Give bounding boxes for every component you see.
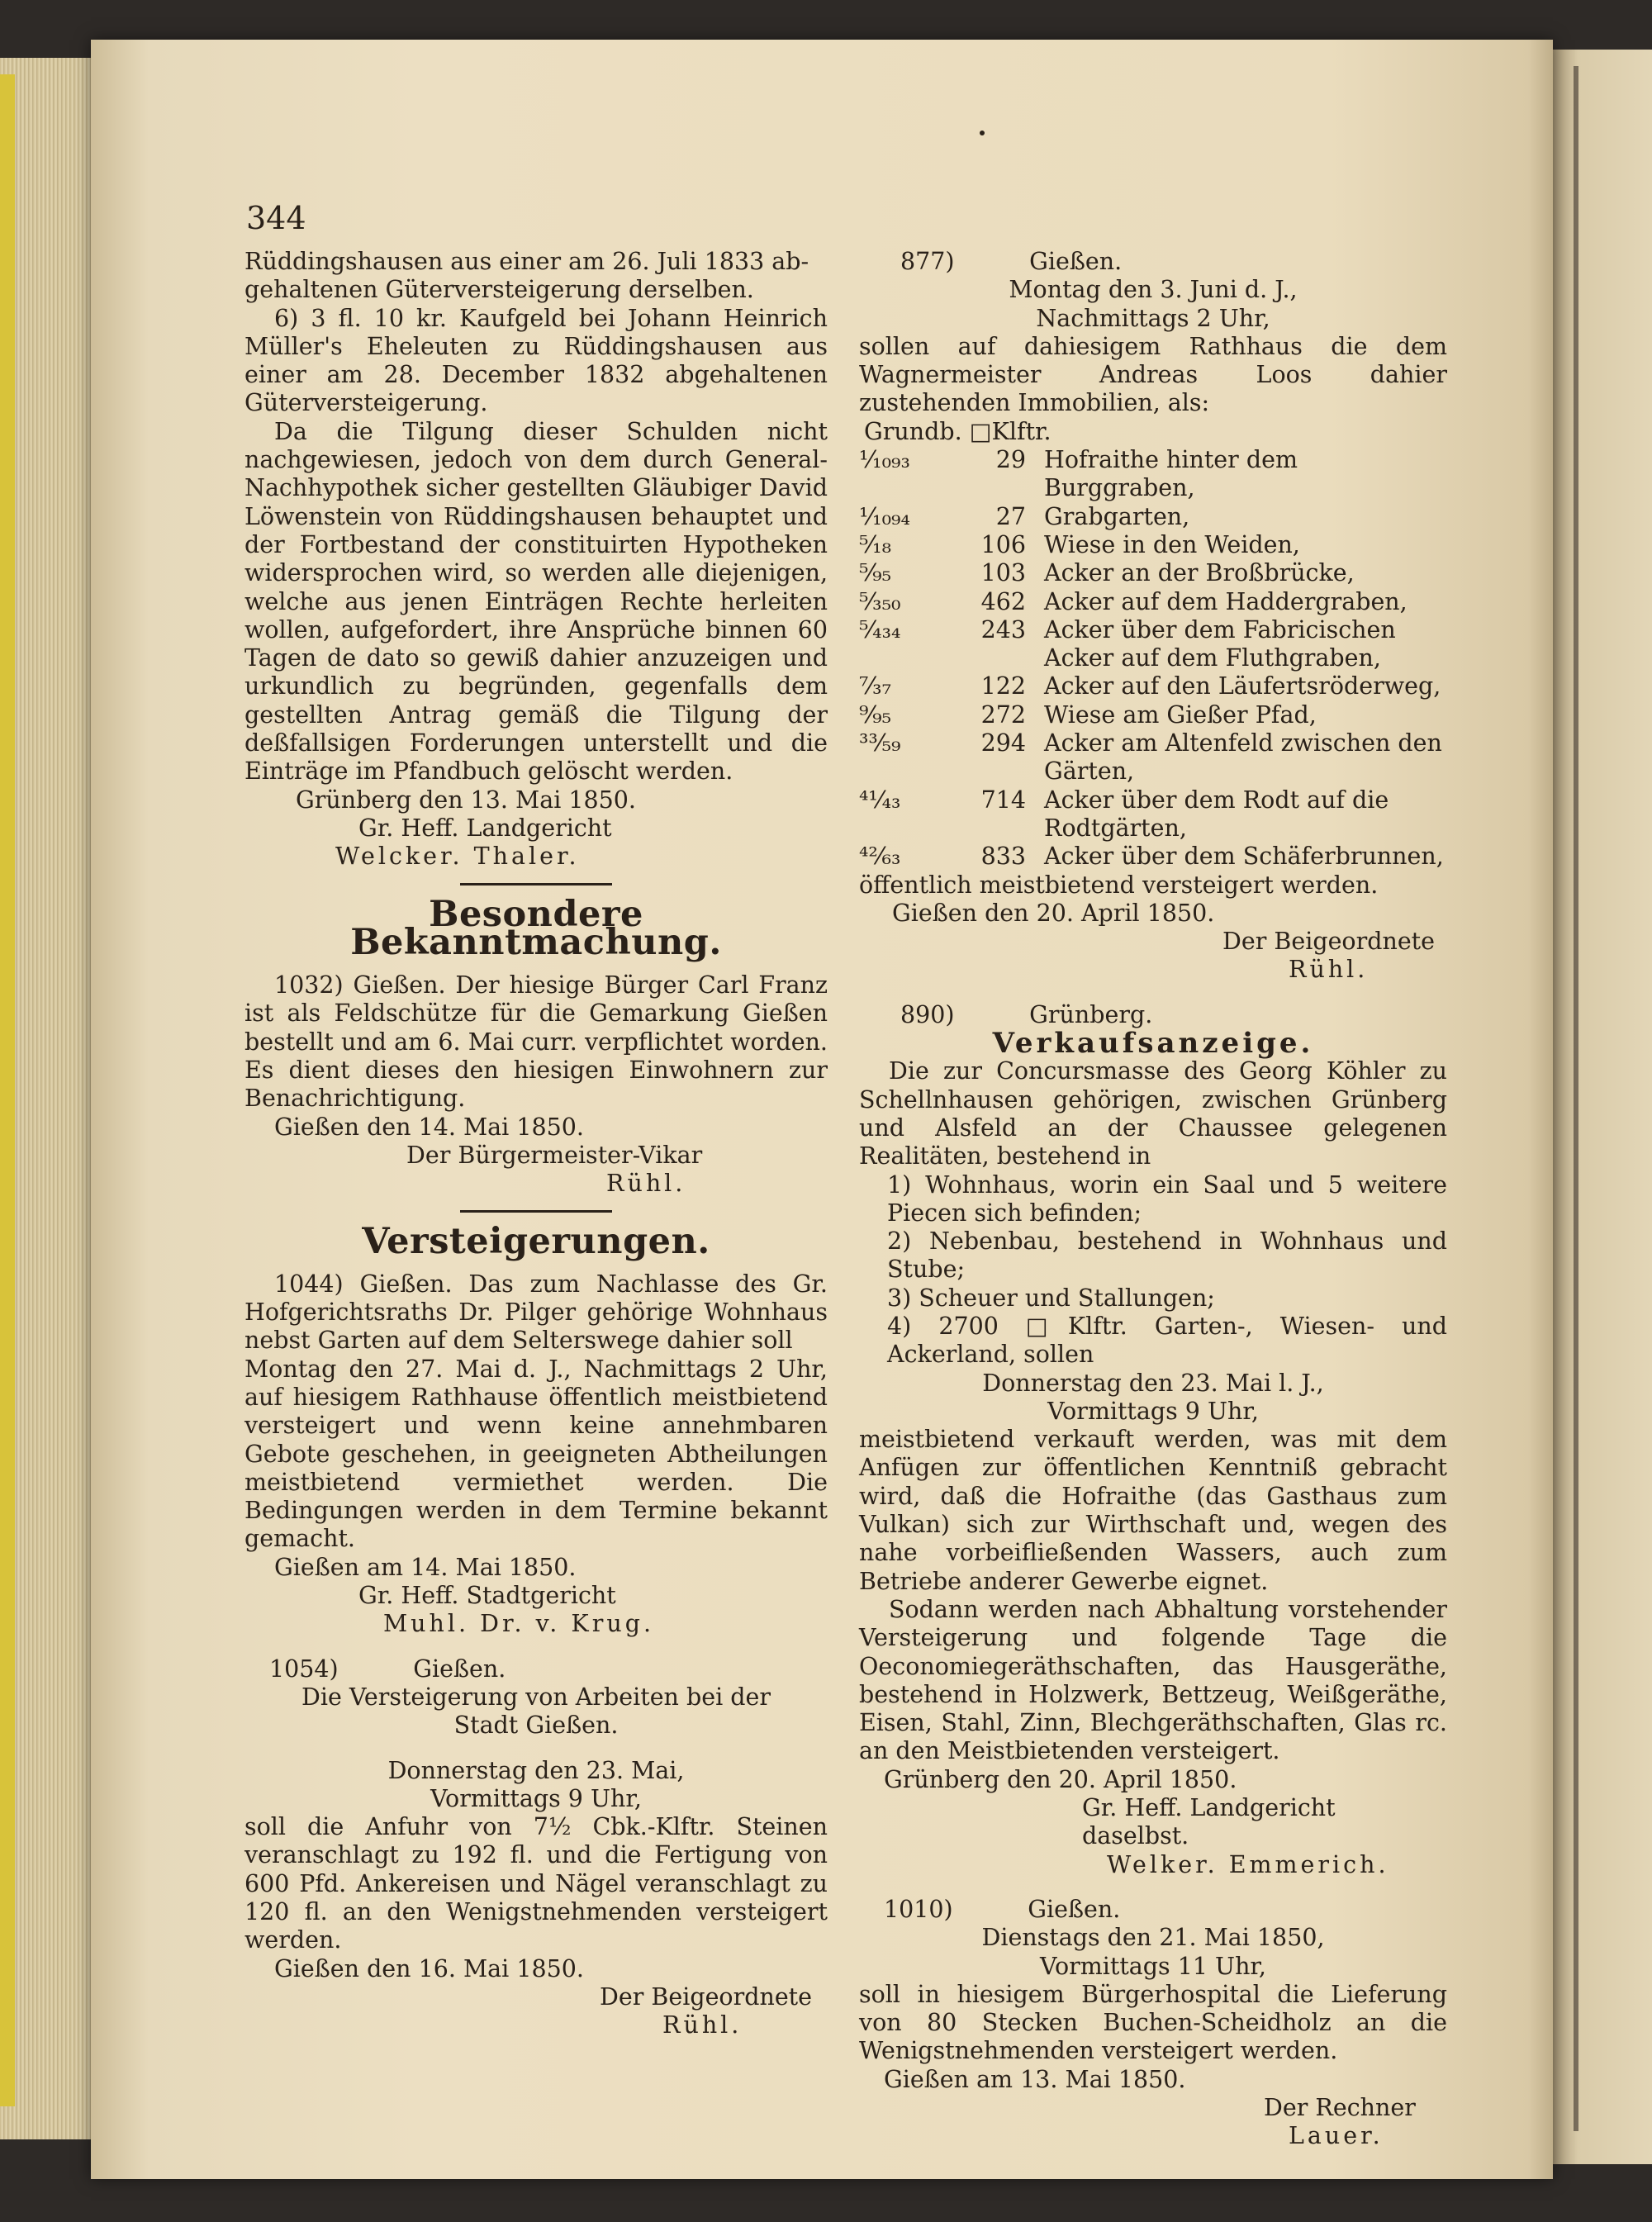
signature: Rühl. (606, 1170, 686, 1198)
area-value: 714 (980, 786, 1026, 814)
section-divider (460, 883, 612, 885)
notice-title: Stadt Gießen. (453, 1712, 619, 1740)
parcel-description: Acker am Altenfeld zwischen den Gärten, (1044, 729, 1442, 786)
notice-1010-body: soll in hiesigem Bürgerhospital die Lieferung von 80 Stecken Buchen-Scheidholz an die Wenigstnehmenden versteigert werden. (859, 1980, 1447, 2065)
notice-time: Vormittags 11 Uhr, (1040, 1952, 1266, 1980)
table-row (859, 446, 1447, 503)
notice-title: Verkaufsanzeige. (992, 1027, 1314, 1061)
parcel-description: Acker über dem Schäferbrunnen, (1044, 843, 1444, 871)
notice-header: 877) Gießen. (900, 248, 1123, 275)
notice-header: 1054) Gießen. (269, 1655, 506, 1683)
notice-1054-body: soll die Anfuhr von 7½ Cbk.-Klftr. Steinen veranschlagt zu 192 fl. und die Fertigung von 600 Pfd. Ankereisen und Nägel veranschlagt zu 120 fl. an den Wenigstnehmenden versteigert werden. (244, 1813, 828, 1954)
notice-877-tail: öffentlich meistbietend versteigert werden. (859, 871, 1379, 899)
court-name: Gr. Heff. Landgericht daselbst. (1082, 1794, 1336, 1850)
notice-890-body3: Sodann werden nach Abhaltung vorstehender Versteigerung und folgende Tage die Oeconomiegeräthschaften, das Hausgeräthe, bestehend in Holzwerk, Bettzeug, Weißgeräthe, Eisen, Stahl, Zinn, Blechgeräthschaften, Glas rc. an den Meistbietenden versteigert. (859, 1595, 1447, 1765)
parcel-description: Wiese in den Weiden, (1044, 530, 1300, 558)
court-name: Gr. Heff. Landgericht (358, 814, 612, 842)
section-divider (460, 1210, 612, 1213)
signatures: Welcker. Thaler. (335, 843, 580, 871)
area-value: 462 (980, 587, 1026, 615)
parcel-fraction: ³³⁄₅₉ (859, 729, 901, 757)
table-row (859, 559, 1447, 587)
court-name: Gr. Heff. Stadtgericht (358, 1582, 616, 1610)
notice-1032: 1032) Gießen. Der hiesige Bürger Carl Franz ist als Feldschütze für die Gemarkung Gießen bestellt und am 6. Mai curr. verpflichtet worden. Es dient dieses den hiesigen Einwohnern zur Benachrichtigung. (244, 971, 828, 1113)
notice-title: Die Versteigerung von Arbeiten bei der (301, 1683, 771, 1711)
list-item: 1) Wohnhaus, worin ein Saal und 5 weitere Piecen sich befinden; (887, 1170, 1447, 1227)
notice-header: 890) Grünberg. (900, 1000, 1153, 1028)
area-value: 122 (980, 672, 1026, 700)
parcel-fraction: ⁹⁄₉₅ (859, 700, 892, 729)
notice-877-body: sollen auf dahiesigem Rathhaus die dem Wagnermeister Andreas Loos dahier zustehenden Immobilien, als: (859, 332, 1447, 417)
notice-1044-body: Montag den 27. Mai d. J., Nachmittags 2 Uhr, auf hiesigem Rathhause öffentlich meistbietend versteigert und wenn keine annehmbaren Gebote geschehen, in geeigneten Abtheilungen meistbietend vermiethet werden. Die Bedingungen werden in dem Termine bekannt gemacht. (244, 1355, 828, 1553)
table-row (859, 786, 1447, 843)
area-value: 272 (980, 700, 1026, 729)
signature: Rühl. (1289, 956, 1369, 984)
paragraph: 6) 3 fl. 10 kr. Kaufgeld bei Johann Heinrich Müller's Eheleuten zu Rüddingshausen aus einer am 28. December 1832 abgehaltenen Güterversteigerung. (244, 304, 828, 417)
table-row (859, 503, 1447, 531)
page-number: 344 (246, 200, 306, 236)
office: Der Rechner (1264, 2094, 1416, 2121)
list-item: 4) 2700 □Klftr. Garten-, Wiesen- und Ackerland, sollen (887, 1312, 1447, 1369)
parcel-fraction: ¹⁄₁₀₉₄ (859, 502, 910, 530)
parcel-fraction: ⁴²⁄₆₃ (859, 843, 901, 871)
area-value: 243 (980, 615, 1026, 643)
parcel-description: Acker auf den Läufertsröderweg, (1044, 672, 1441, 700)
dateline: Gießen den 16. Mai 1850. (274, 1954, 584, 1982)
notice-date: Montag den 3. Juni d. J., (1009, 276, 1298, 304)
table-row (859, 531, 1447, 559)
area-value: 106 (980, 530, 1026, 558)
parcel-description: Acker über dem Fabricischen Acker auf dem Fluthgraben, (1044, 615, 1396, 672)
parcel-description: Acker auf dem Haddergraben, (1044, 587, 1408, 615)
signature: Rühl. (662, 2011, 743, 2039)
notice-1044: 1044) Gießen. Das zum Nachlasse des Gr. Hofgerichtsraths Dr. Pilger gehörige Wohnhaus nebst Garten auf dem Selterswege dahier soll (244, 1270, 828, 1355)
list-item: 2) Nebenbau, bestehend in Wohnhaus und Stube; (887, 1227, 1447, 1284)
facing-page (1553, 50, 1652, 2164)
dateline: Gießen den 14. Mai 1850. (274, 1113, 584, 1141)
notice-890-body: Die zur Concursmasse des Georg Köhler zu Schellnhausen gehörigen, zwischen Grünberg und Alsfeld an der Chaussee gelegenen Realitäten, bestehend in (859, 1057, 1447, 1170)
table-row (859, 616, 1447, 673)
parcel-fraction: ⁴¹⁄₄₃ (859, 786, 901, 814)
parcel-description: Grabgarten, (1044, 502, 1190, 530)
dateline: Gießen am 13. Mai 1850. (884, 2065, 1186, 2093)
office: Der Bürgermeister-Vikar (406, 1141, 703, 1169)
section-heading: Versteigerungen. (362, 1220, 710, 1262)
dateline: Grünberg den 20. April 1850. (884, 1765, 1237, 1793)
parcel-fraction: ⁵⁄₉₅ (859, 559, 892, 587)
dateline: Gießen am 14. Mai 1850. (274, 1553, 577, 1581)
office: Der Beigeordnete (600, 1982, 813, 2011)
notice-890-body2: meistbietend verkauft werden, was mit dem Anfügen zur öffentlichen Kenntniß gebracht wird, daß die Hofraithe (das Gasthaus zum Vulkan) sich zur Wirthschaft und, wegen des nahe vorbeifließenden Wassers, auch zum Betriebe anderer Gewerbe eignet. (859, 1426, 1447, 1595)
signatures: Welker. Emmerich. (1107, 1850, 1389, 1878)
area-value: 27 (995, 502, 1026, 530)
table-row (859, 701, 1447, 729)
notice-time: Nachmittags 2 Uhr, (1036, 304, 1270, 332)
parcel-fraction: ⁵⁄₃₅₀ (859, 587, 901, 615)
notice-time: Vormittags 9 Uhr, (1047, 1397, 1259, 1425)
parcel-fraction: ⁷⁄₃₇ (859, 672, 892, 700)
notice-date: Dienstags den 21. Mai 1850, (981, 1924, 1325, 1952)
table-row (859, 672, 1447, 700)
area-value: 103 (980, 559, 1026, 587)
list-item: 3) Scheuer und Stallungen; (887, 1284, 1215, 1312)
parcel-description: Acker an der Broßbrücke, (1044, 559, 1355, 587)
notice-header: 1010) Gießen. (884, 1895, 1121, 1923)
right-column (859, 248, 1447, 2151)
parcel-description: Wiese am Gießer Pfad, (1044, 700, 1317, 729)
text-line: Rüddingshausen aus einer am 26. Juli 1833 ab- (244, 248, 809, 275)
parcel-fraction: ⁵⁄₄₃₄ (859, 615, 901, 643)
table-header: Grundb. □Klftr. (864, 417, 1051, 445)
table-row (859, 843, 1447, 871)
notice-time: Vormittags 9 Uhr, (430, 1784, 642, 1812)
dateline: Gießen den 20. April 1850. (892, 899, 1215, 927)
area-value: 29 (995, 446, 1026, 474)
parcel-fraction: ⁵⁄₁₈ (859, 530, 892, 558)
signature: Lauer. (1289, 2122, 1384, 2150)
notice-date: Donnerstag den 23. Mai, (387, 1756, 685, 1784)
table-row (859, 729, 1447, 786)
section-heading: Besondere Bekanntmachung. (350, 893, 722, 963)
office: Der Beigeordnete (1222, 928, 1436, 956)
left-column (244, 248, 828, 2040)
area-value: 294 (980, 729, 1026, 757)
book-edge-marker (0, 74, 15, 2106)
dateline: Grünberg den 13. Mai 1850. (296, 786, 636, 814)
notice-date: Donnerstag den 23. Mai l. J., (982, 1369, 1324, 1397)
parcel-description: Acker über dem Rodt auf die Rodtgärten, (1044, 786, 1389, 842)
parcel-fraction: ¹⁄₁₀₉₃ (859, 446, 910, 474)
signatures: Muhl. Dr. v. Krug. (383, 1610, 654, 1638)
parcel-description: Hofraithe hinter dem Burggraben, (1044, 446, 1298, 502)
area-value: 833 (980, 843, 1026, 871)
property-table (859, 446, 1447, 871)
text-line: gehaltenen Güterversteigerung derselben. (244, 276, 754, 304)
table-row (859, 588, 1447, 616)
paragraph: Da die Tilgung dieser Schulden nicht nachgewiesen, jedoch von dem durch General-Nachhypothek sicher gestellten Gläubiger David Löwenstein von Rüddingshausen behauptet und der Fortbestand der constituirten Hypotheken widersprochen wird, so werden alle diejenigen, welche aus jenen Einträgen Rechte herleiten wollen, aufgefordert, ihre Ansprüche binnen 60 Tagen de dato so gewiß dahier anzuzeigen und urkundlich zu begründen, gegenfalls dem gestellten Antrag gemäß die Tilgung der deßfallsigen Forderungen unterstellt und die Einträge im Pfandbuch gelöscht werden. (244, 417, 828, 786)
ink-dot (980, 131, 985, 135)
